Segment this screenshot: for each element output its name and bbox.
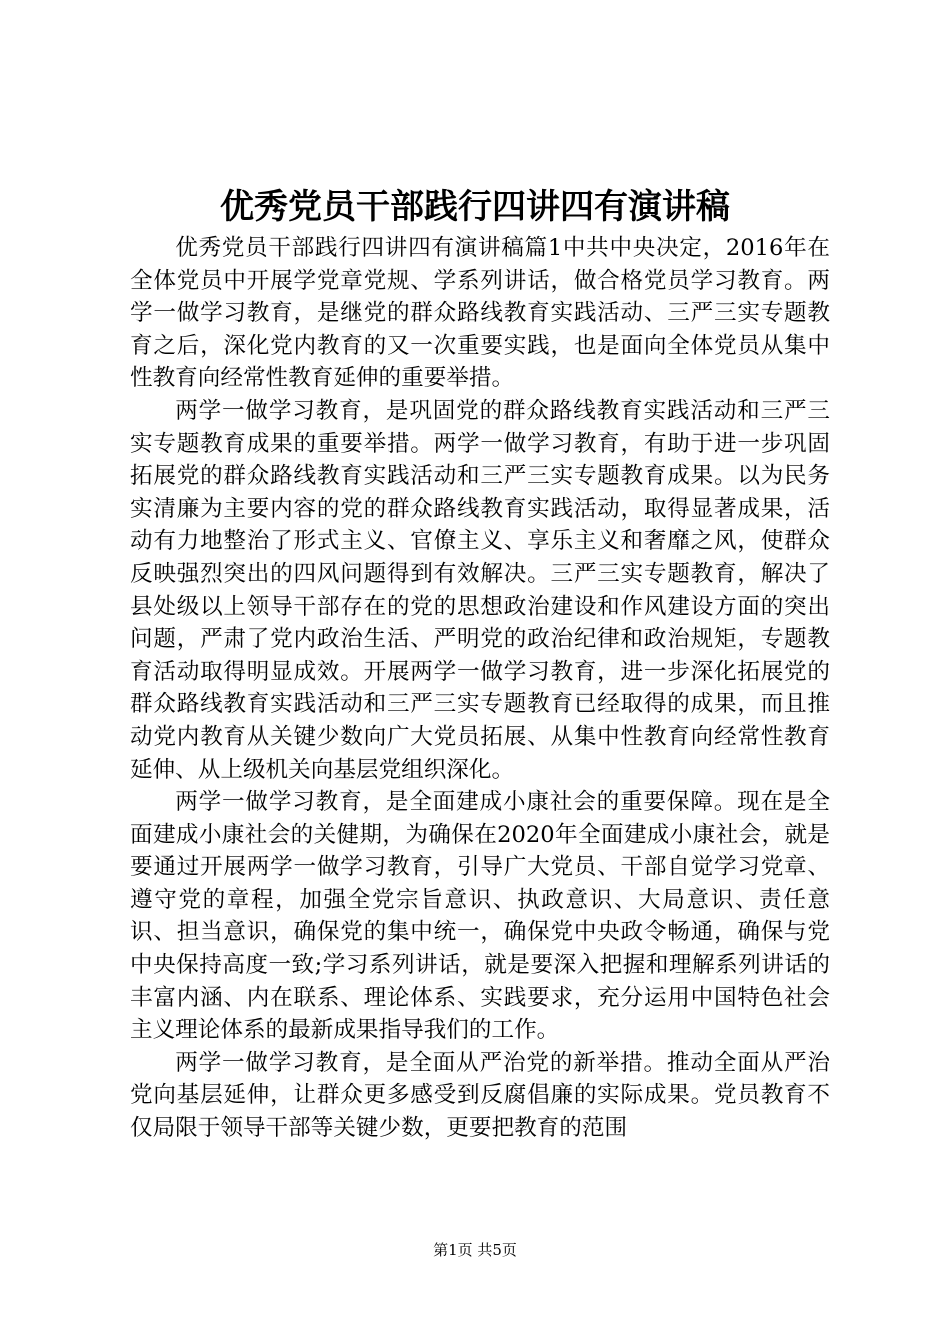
- paragraph-3: 两学一做学习教育，是全面建成小康社会的重要保障。现在是全面建成小康社会的关健期，为确保在2020年全面建成小康社会，就是要通过开展两学一做学习教育，引导广大党员、干部自觉学习党章、遵守党的章程，加强全党宗旨意识、执政意识、大局意识、责任意识、担当意识，确保党的集中统一，确保党中央政令畅通，确保与党中央保持高度一致;学习系列讲话，就是要深入把握和理解系列讲话的丰富内涵、内在联系、理论体系、实践要求，充分运用中国特色社会主义理论体系的最新成果指导我们的工作。: [130, 789, 830, 1044]
- document-title: 优秀党员干部践行四讲四有演讲稿: [220, 187, 730, 227]
- paragraph-2: 两学一做学习教育，是巩固党的群众路线教育实践活动和三严三实专题教育成果的重要举措。两学一做学习教育，有助于进一步巩固拓展党的群众路线教育实践活动和三严三实专题教育成果。以为民务实清廉为主要内容的党的群众路线教育实践活动，取得显著成果，活动有力地整治了形式主义、官僚主义、享乐主义和奢靡之风，使群众反映强烈突出的四风问题得到有效解决。三严三实专题教育，解决了县处级以上领导干部存在的党的思想政治建设和作风建设方面的突出问题，严肃了党内政治生活、严明党的政治纪律和政治规矩，专题教育活动取得明显成效。开展两学一做学习教育，进一步深化拓展党的群众路线教育实践活动和三严三实专题教育已经取得的成果，而且推动党内教育从关键少数向广大党员拓展、从集中性教育向经常性教育延伸、从上级机关向基层党组织深化。: [130, 397, 830, 783]
- page-number-footer: 第1页 共5页: [433, 1241, 517, 1259]
- paragraph-1: 优秀党员干部践行四讲四有演讲稿篇1中共中央决定，2016年在全体党员中开展学党章党规、学系列讲话，做合格党员学习教育。两学一做学习教育，是继党的群众路线教育实践活动、三严三实专题教育之后，深化党内教育的又一次重要实践，也是面向全体党员从集中性教育向经常性教育延伸的重要举措。: [130, 235, 830, 392]
- document-body: [130, 232, 830, 1145]
- paragraph-4: 两学一做学习教育，是全面从严治党的新举措。推动全面从严治党向基层延伸，让群众更多感受到反腐倡廉的实际成果。党员教育不仅局限于领导干部等关键少数，更要把教育的范围: [130, 1049, 830, 1142]
